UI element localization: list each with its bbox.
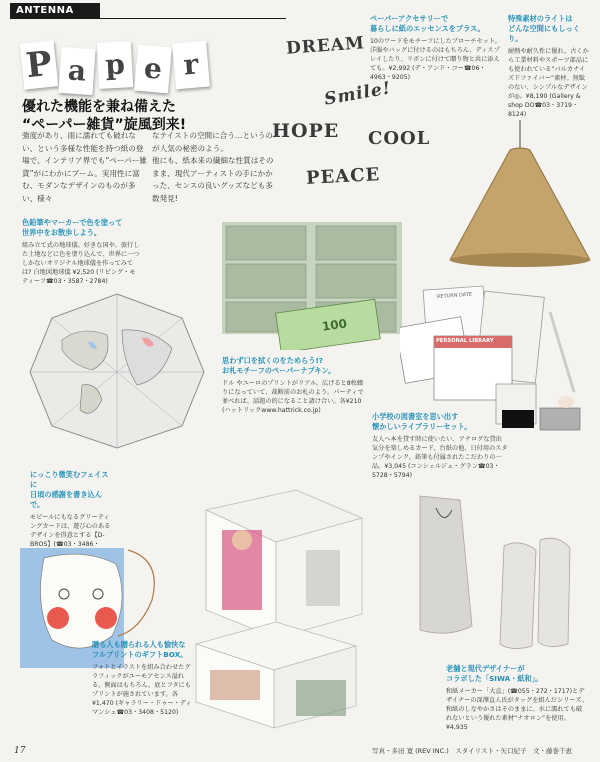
- giftbox-body: フォトとイラストを組み合わせたグラフィックがユーモアセンス溢れる。側面はもちろん、底とフタにもプリントが施されています。各¥1,470 (ギャラリー・ドゥー・ディマンシュ☎03・3408・5120): [92, 664, 192, 716]
- lamp-title-2: どんな空間にもしっくり。: [508, 24, 580, 43]
- word-sticker: PEACE: [305, 164, 381, 189]
- library-title-2: 懐かしいライブラリーセット。: [372, 422, 472, 431]
- headline: [22, 98, 292, 134]
- globe-image: [22, 290, 212, 450]
- gift-box-image: [186, 480, 386, 730]
- mask-body: モビールにもなるグリーティングカードは、遊び心のあるデザインを得意とする【D-BROS】(☎03・3486・: [30, 514, 111, 548]
- library-caption: [372, 412, 508, 480]
- logo-letter: p: [97, 41, 133, 89]
- photo-credit: 写真・多田 寛 (REV INC.) スタイリスト・矢口紀子 文・藤巻千恵: [372, 747, 572, 755]
- lamp-caption: [508, 14, 590, 119]
- svg-text:100: 100: [321, 316, 348, 334]
- word-sticker: COOL: [368, 128, 431, 149]
- page-number: 17: [14, 746, 26, 756]
- brooch-caption: [370, 14, 502, 82]
- slippers-caption: [446, 664, 588, 732]
- globe-title-2: 世界中をお散歩しよう。: [22, 228, 102, 237]
- logo-letter: e: [134, 45, 172, 94]
- library-title-1: 小学校の図書室を思い出す: [372, 412, 459, 421]
- header-rule: [10, 18, 286, 19]
- lead-text-right: なテイストの空間に合う…というのが人気の秘密のよう。 他にも、紙本来の繊細な性質はそのまま、現代アーティストの手にかかった、センスの良いグッズなども多数発見!: [152, 131, 274, 203]
- giftbox-title-2: フルプリントのギフトBOX。: [92, 650, 188, 659]
- slippers-title-2: コラボした「SIWA・紙和」。: [446, 674, 543, 683]
- slippers-body: 和紙メーカー「大直」(☎055・272・1717)とデザイナーの深澤直人氏がタッグを組んだシリーズ。和紙のしなやかさはそのままに、水に濡れても破れないという優れた素材“ナオロン”を使用。¥4,935: [446, 688, 588, 731]
- napkin-title-2: お札モチーフのペーパーナプキン。: [222, 366, 336, 375]
- lamp-title-1: 特殊素材のライトは: [508, 14, 573, 23]
- word-sticker: Smile!: [322, 78, 393, 110]
- section-tag: ANTENNA: [10, 3, 100, 18]
- napkin-caption: [222, 356, 368, 415]
- logo-letter: P: [20, 40, 59, 89]
- globe-caption: [22, 218, 140, 286]
- lamp-image: [440, 120, 600, 270]
- giftbox-title-1: 贈る人も贈られる人も愉快な: [92, 640, 186, 649]
- library-card-label: PERSONAL LIBRARY: [436, 338, 494, 344]
- word-sticker: HOPE: [272, 120, 340, 142]
- brooch-body: 10のワードをモチーフにしたブローチセット。洋服やバッグに付けるのはもちろん、ディスプレイしたり、リボンに付けて贈り物と共に添えても。¥2,992 (デ・アンド・コー☎06・4963・9205): [370, 38, 501, 81]
- logo-letter: r: [172, 41, 210, 90]
- lamp-body: 耐熱や耐久性に優れ、古くから工業材料やスポーツ部品にも使われている“バルカナイズドファイバー”素材。無駄のない、シンプルなデザインが◎。¥8,190 (Gallery & shop DO☎03・3719・8124): [508, 48, 589, 118]
- globe-title-1: 色鉛筆やマーカーで色を塗って: [22, 218, 123, 227]
- paper-logo: [22, 40, 212, 92]
- slippers-title-1: 老舗と現代デザイナーが: [446, 664, 525, 673]
- headline-line1: 優れた機能を兼ね備えた: [22, 99, 176, 115]
- lead-text-left: 強度があり、雨に濡れても破れない、という多様な性能を持つ紙の登場で、インテリア界でも“ペーパー雑貨”がにわかにブーム。実用性に富む、モダンなデザインのものが多い、様々: [22, 131, 147, 203]
- brooch-title-2: 暮らしに紙のエッセンスをプラス。: [370, 24, 485, 33]
- brooch-title-1: ペーパーアクセサリーで: [370, 14, 449, 23]
- mask-title-2: 日頃の感謝を書き込んで。: [30, 490, 102, 509]
- slippers-image: [400, 486, 590, 656]
- mask-title-1: にっこり微笑むフェイスに: [30, 470, 109, 489]
- globe-body: 組み立て式の地球儀。好きな国や、旅行した土地などに色を塗り込んで、世界に一つしかないオリジナル地球儀を作ってみては? 白地図地球儀 ¥2,520 (リビング・モティーフ☎03・3587・2784): [22, 242, 140, 285]
- napkin-body: ドル やユーロのプリントがリアル。広げると8枚綴りになっていて、裁断前のお札のよう。パーティで並べれば、話題の的になること請け合い。各¥210 (ハットリックwww.hattrick.co.jp): [222, 380, 364, 414]
- money-napkin-image: [222, 222, 402, 350]
- headline-line2: “ペーパー雑貨”旋風到来!: [22, 117, 187, 133]
- napkin-title-1: 思わず口を拭くのをためらう!?: [222, 356, 323, 365]
- word-sticker: DREAM: [285, 33, 366, 59]
- return-date-label: RETURN DATE: [436, 291, 473, 301]
- logo-letter: a: [58, 47, 95, 95]
- library-body: 友人へ本を貸す時に使いたい、アナログな貸出気分を楽しめるカード、台紙の他、日付用のスタンプやインク、鉛筆も付属されたこだわりの一品。¥3,045 (コンシェルジュ・グラン☎03・5728・5794): [372, 436, 508, 479]
- giftbox-caption: [92, 640, 196, 717]
